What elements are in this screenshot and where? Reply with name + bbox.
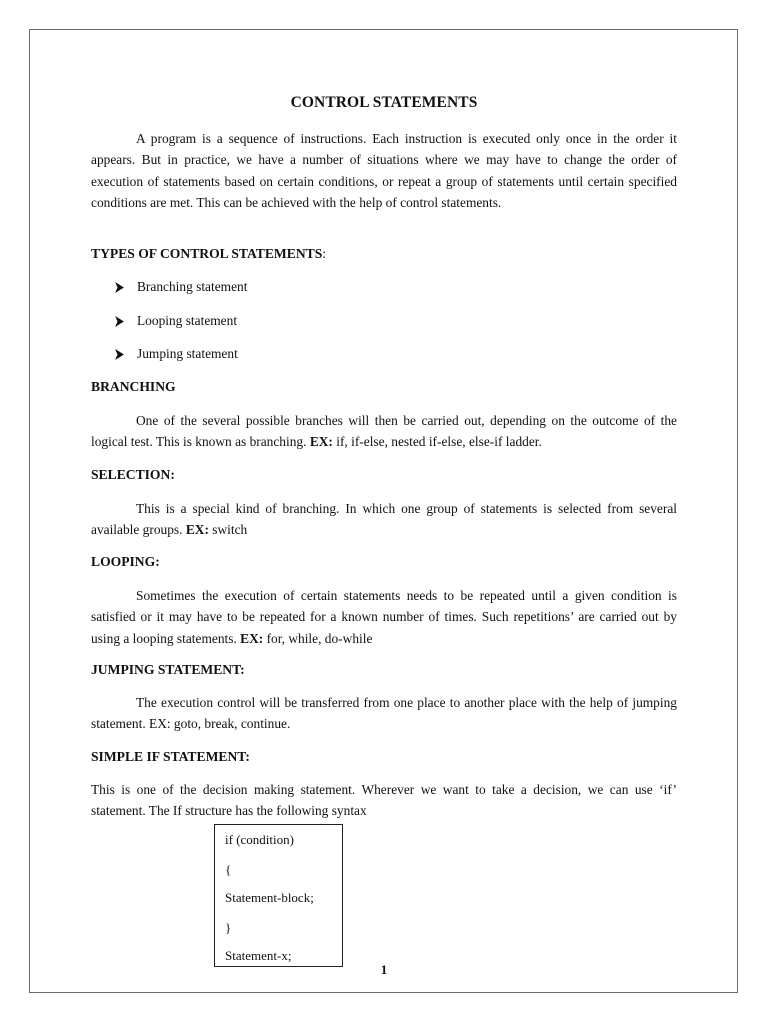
branching-heading: BRANCHING: [91, 379, 176, 394]
branching-ex-label: EX:: [309, 434, 333, 450]
arrow-bullet-icon: [114, 316, 125, 327]
code-line: if (condition): [225, 832, 294, 847]
list-item-text: Branching statement: [137, 279, 248, 294]
code-line: Statement-x;: [225, 948, 292, 963]
selection-ex-text: switch: [212, 522, 248, 538]
list-item-text: Looping statement: [137, 313, 238, 328]
branching-text: One of the several possible branches will then be carried out, depending on the outcome of the logical test. This is known as branching.: [91, 413, 677, 450]
list-item: [114, 279, 247, 295]
arrow-bullet-icon: [114, 282, 125, 293]
list-item: [114, 346, 238, 362]
simple-if-paragraph: This is one of the decision making statement. Wherever we want to take a decision, we can use ‘if’ statement. The If structure has the following syntax: [91, 782, 677, 819]
types-heading-colon: :: [322, 246, 327, 261]
selection-heading: SELECTION:: [91, 467, 175, 482]
intro-text: A program is a sequence of instructions. Each instruction is executed only once in the order it appears. But in practice, we have a number of situations where we may have to change the order of execution of statements based on certain conditions, or repeat a group of statements until certain specified conditions are met. This can be achieved with the help of control statements.: [91, 131, 677, 210]
list-item: [114, 313, 237, 329]
jumping-paragraph: [91, 692, 677, 735]
types-heading: [91, 246, 326, 262]
looping-ex-label: EX:: [240, 630, 264, 646]
page-number: 1: [380, 962, 388, 977]
looping-paragraph: [91, 585, 677, 649]
syntax-code-box: [214, 824, 343, 967]
branching-paragraph: [91, 410, 677, 453]
jumping-heading: JUMPING STATEMENT:: [91, 662, 245, 677]
simple-if-heading: SIMPLE IF STATEMENT:: [91, 749, 250, 764]
looping-ex-text: for, while, do-while: [266, 630, 373, 646]
code-line: }: [225, 920, 232, 935]
code-line: {: [225, 862, 232, 877]
code-line: Statement-block;: [225, 890, 314, 905]
selection-ex-label: EX:: [185, 522, 209, 538]
list-item-text: Jumping statement: [137, 346, 238, 361]
intro-paragraph: [91, 128, 677, 213]
arrow-bullet-icon: [114, 349, 125, 360]
types-heading-text: TYPES OF CONTROL STATEMENTS: [91, 246, 323, 261]
selection-text: This is a special kind of branching. In which one group of statements is selected from several available groups.: [91, 501, 677, 538]
branching-ex-text: if, if-else, nested if-else, else-if ladder.: [336, 434, 542, 450]
selection-paragraph: [91, 498, 677, 541]
looping-text: Sometimes the execution of certain statements needs to be repeated until a given condition is satisfied or it may have to be repeated for a known number of times. Such repetitions’ are carried out by using a looping statements.: [91, 588, 677, 646]
page-title: CONTROL STATEMENTS: [290, 94, 478, 111]
looping-heading: LOOPING:: [91, 554, 160, 569]
jumping-text: The execution control will be transferred from one place to another place with the help of jumping statement. EX: goto, break, continue.: [91, 695, 677, 732]
